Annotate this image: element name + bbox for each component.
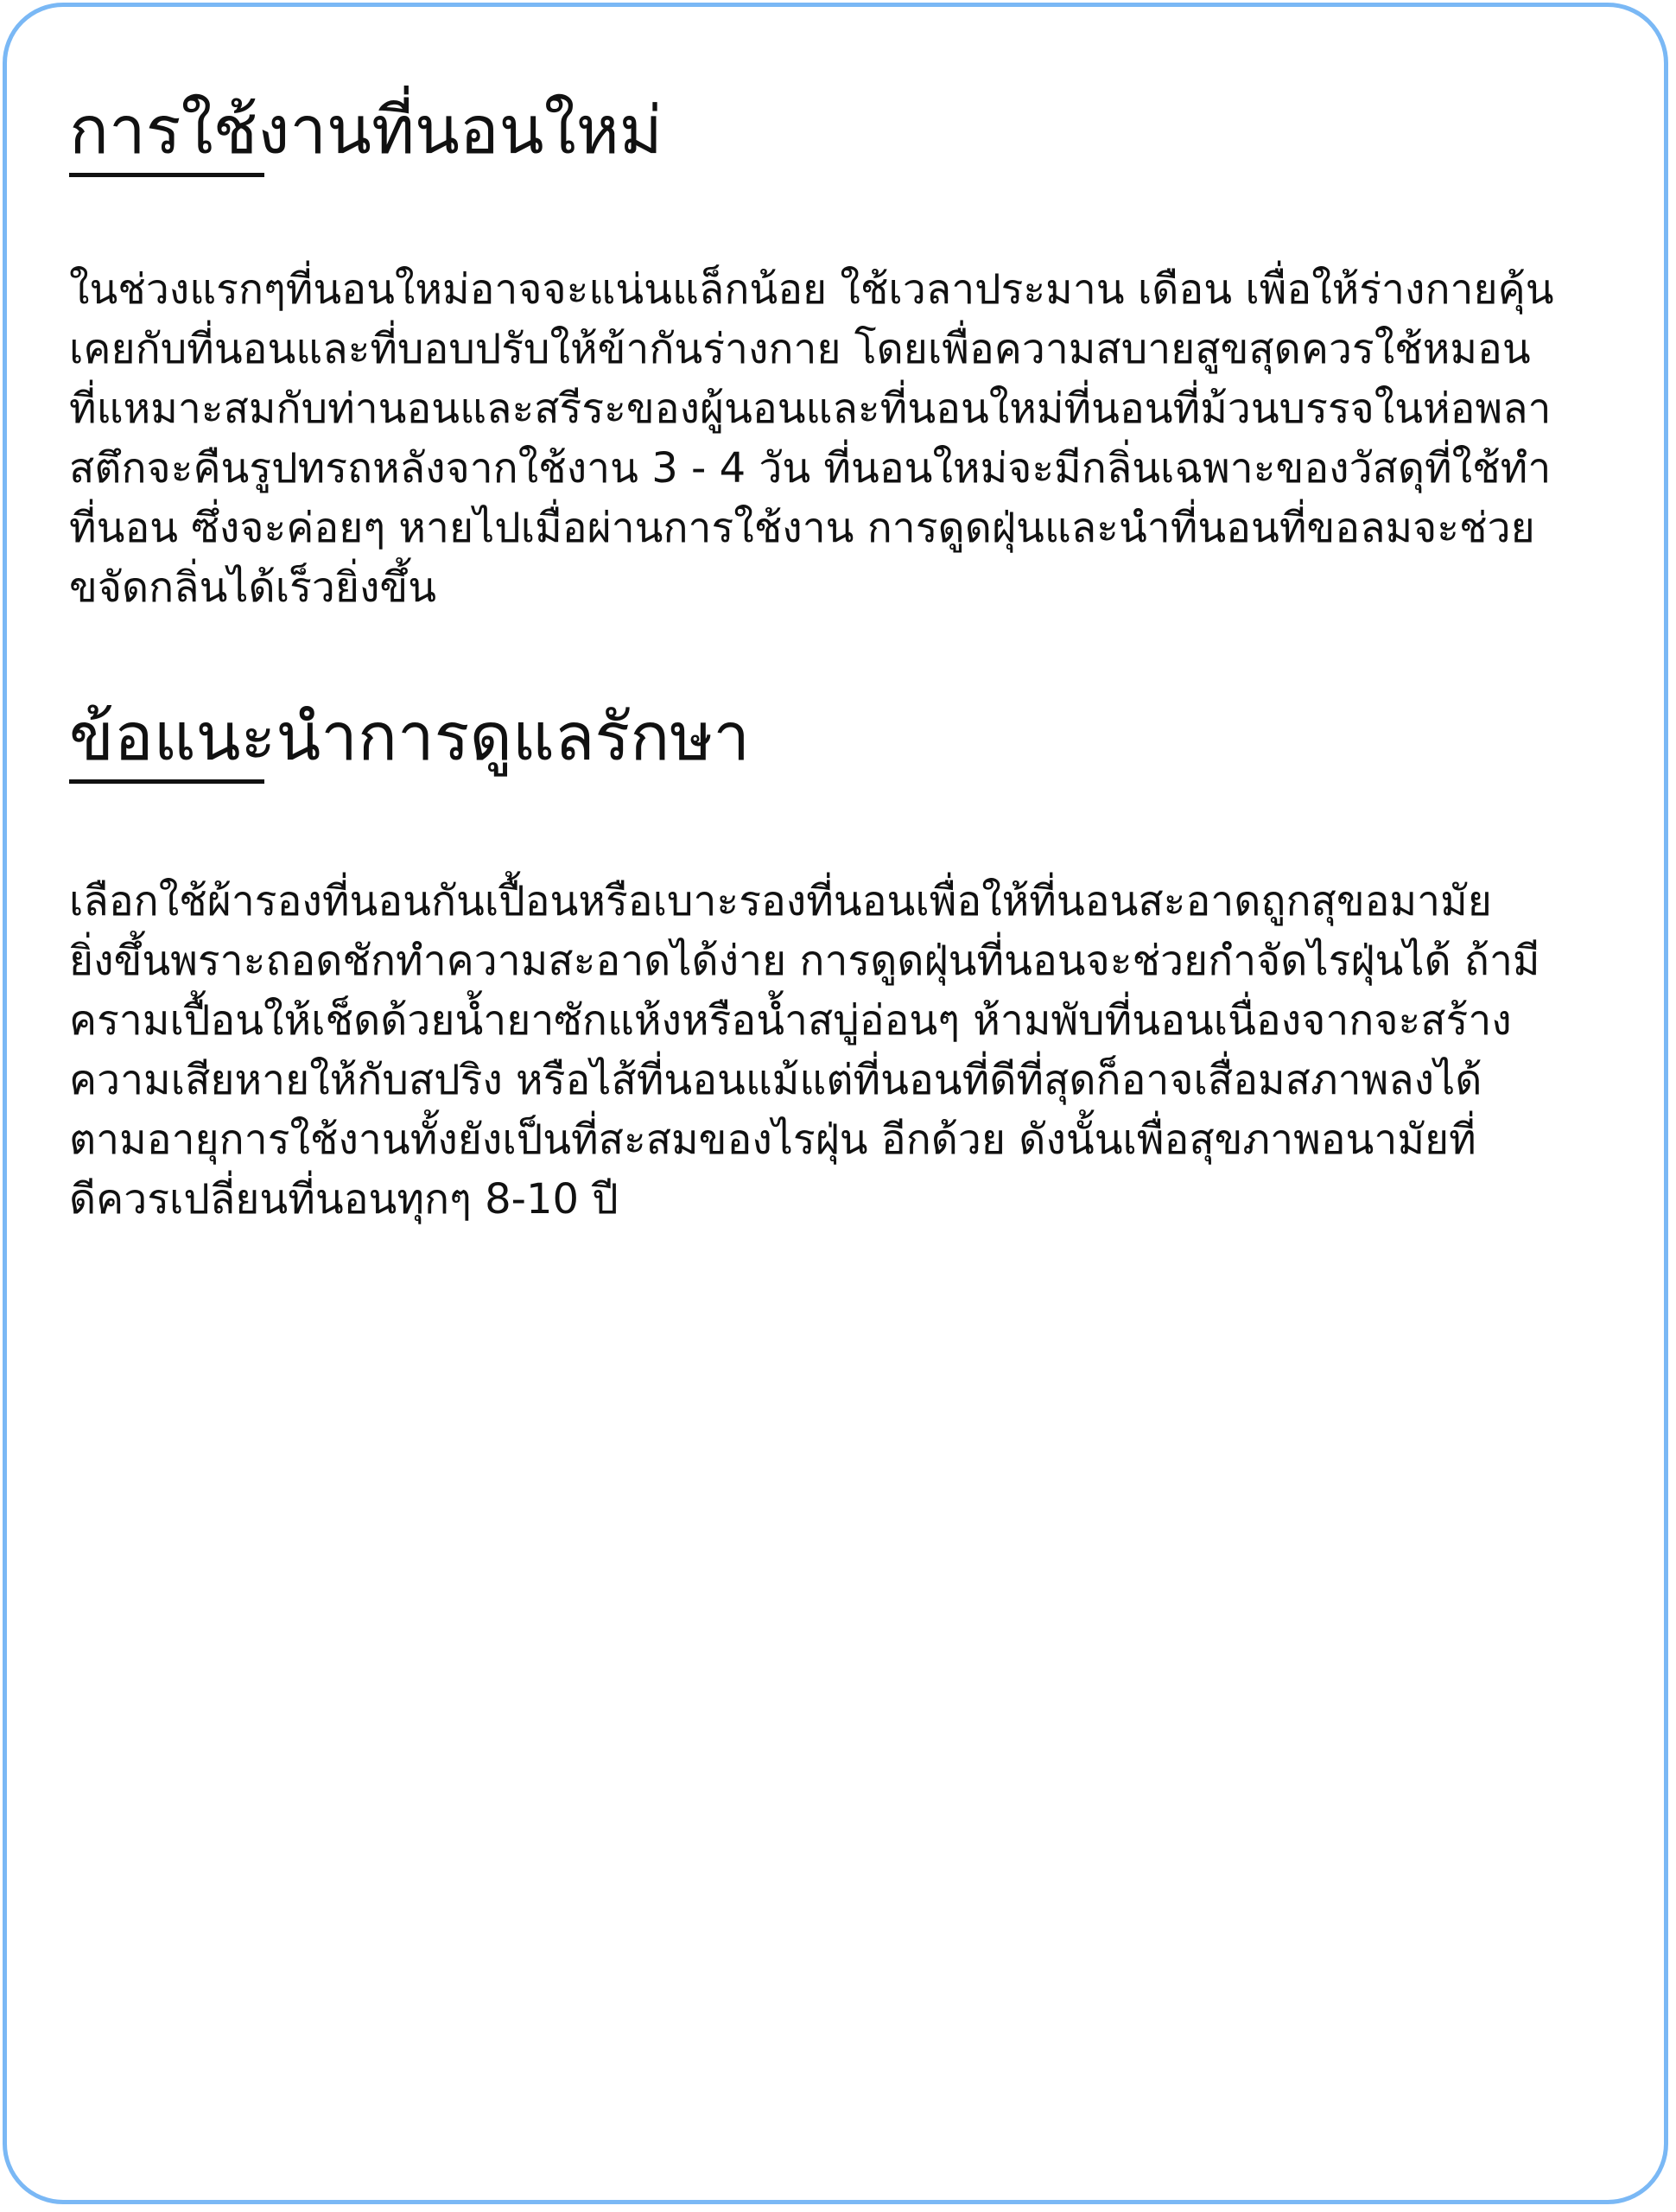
section-heading-care-advice: ข้อแนะนำการดูแลรักษา [69, 698, 751, 775]
care-advice-section [69, 690, 1624, 1230]
section-heading-new-mattress-usage: การใช้งานที่นอนใหม่ [69, 92, 663, 168]
new-mattress-usage-paragraph: ในช่วงแรกๆที่นอนใหม่อาจจะแน่นแล็กน้อย ใช้เวลาประมาน เดือน เพื่อให้ร่างกายคุ้น เคยกับที่นอนและที่บอบปรับให้ข้ากันร่างกาย โดยเพื่อความสบายสูขสุดควรใช้หมอน ที่แหมาะสมกับท่านอนและสรีระของผู้นอนและที่นอนใหม่ที่นอนที่ม้วนบรรจในห่อพลา สตึกจะคืนรูปทรถหลังจากใช้งาน 3 - 4 วัน ที่นอนใหม่จะมีกลิ่นเฉพาะของวัสดุที่ใช้ทำ ที่นอน ซึ่งจะค่อยๆ หายไปเมื่อผ่านการใช้งาน การดูดฝุ่นและนำที่นอนที่ขอลมจะช่วย ขจัดกลิ่นได้เร็วยิ่งขึ้น [69, 265, 1554, 612]
new-mattress-usage-section [69, 83, 1624, 618]
content-card [3, 3, 1668, 2204]
care-advice-paragraph: เลือกใช้ผ้ารองที่นอนกันเปื้อนหรือเบาะรองที่นอนเพื่อให้ที่นอนสะอาดถูกสุขอมามัย ยิ่งขึ้นพราะถอดชักทำความสะอาดได้ง่าย การดูดฝุ่นที่นอนจะช่วยกำจัดไรฝุ่นได้ ถ้ามี ครามเปื้อนให้เช็ดด้วยน้ำยาซักแห้งหรือน้ำสบู่อ่อนๆ ห้ามพับที่นอนเนื่องจากจะสร้าง ความเสียหายให้กับสปริง หรือไส้ที่นอนแม้แต่ที่นอนที่ดีที่สุดก็อาจเสื่อมสภาพลงได้ ตามอายุการใช้งานทั้งยังเป็นที่สะสมของไรฝุ่น อีกด้วย ดังนั้นเพื่อสุขภาพอนามัยที่ ดีควรเปลี่ยนที่นอนทุกๆ 8-10 ปี [69, 877, 1540, 1224]
